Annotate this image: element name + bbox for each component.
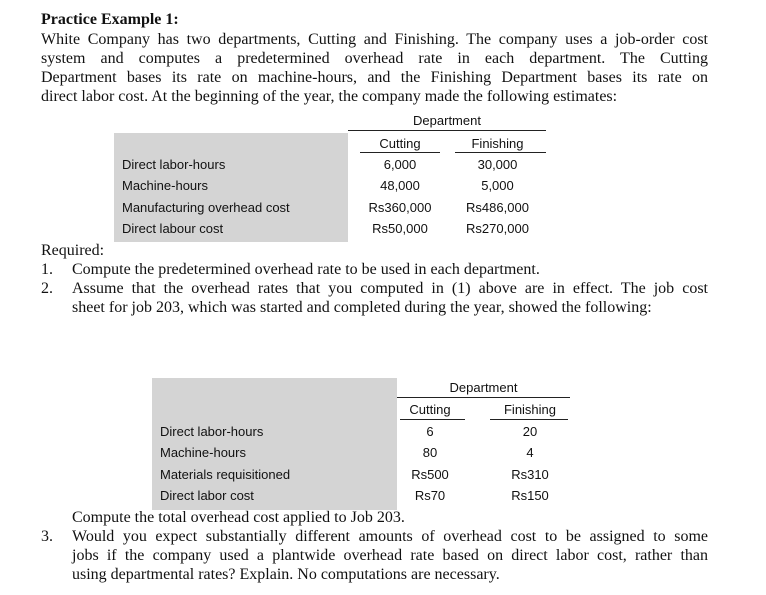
- table1-row-label: Manufacturing overhead cost: [122, 200, 290, 215]
- table2-col-rule: [400, 419, 465, 420]
- table1-col-rule: [360, 152, 440, 153]
- item2-text: [72, 279, 708, 317]
- item2-line: Assume that the overhead rates that you computed in (1) above are in effect. The job cost: [72, 280, 708, 297]
- table1-row-label: Direct labor-hours: [122, 157, 226, 172]
- table2-cell-cutting: 80: [422, 445, 438, 460]
- intro-paragraph: [41, 30, 708, 106]
- table1-cell-cutting: 6,000: [383, 157, 417, 172]
- table2-cell-finishing: Rs310: [511, 467, 549, 482]
- table2-col-finishing: Finishing: [503, 402, 557, 417]
- table1-cell-cutting: 48,000: [380, 178, 420, 193]
- item3-line: using departmental rates? Explain. No computations are necessary.: [72, 566, 500, 583]
- table1-col-finishing: Finishing: [471, 136, 524, 151]
- required-label: Required:: [41, 242, 105, 259]
- table1-cell-cutting: Rs50,000: [372, 221, 428, 236]
- intro-line: Department bases its rate on machine-hours, and the Finishing Department bases its rate on: [41, 69, 708, 86]
- item1-number: 1.: [41, 261, 53, 278]
- table2-row-label: Materials requisitioned: [160, 467, 291, 482]
- table2-header-rule: [397, 397, 570, 398]
- table1-row-label: Direct labour cost: [122, 221, 224, 236]
- table2-cell-finishing: 20: [522, 424, 538, 439]
- table1-cell-cutting: Rs360,000: [368, 200, 432, 215]
- table2-row-label: Machine-hours: [160, 445, 246, 460]
- table2-cell-finishing: Rs150: [511, 488, 549, 503]
- table1-col-rule: [455, 152, 546, 153]
- compute-instruction: Compute the total overhead cost applied to Job 203.: [72, 509, 405, 526]
- table1-group-header: Department: [413, 113, 481, 128]
- table2-group-header: Department: [449, 380, 518, 395]
- table2-cell-cutting: Rs500: [411, 467, 449, 482]
- item2-number: 2.: [41, 280, 53, 297]
- table2-cell-cutting: 6: [426, 424, 434, 439]
- table2-cell-finishing: 4: [526, 445, 534, 460]
- table2-row-label: Direct labor cost: [160, 488, 254, 503]
- table1-cell-finishing: 5,000: [481, 178, 514, 193]
- item3-text: [72, 527, 708, 584]
- table2-row-label: Direct labor-hours: [160, 424, 264, 439]
- item1-line: Compute the predetermined overhead rate to be used in each department.: [72, 261, 540, 278]
- intro-line: direct labor cost. At the beginning of the year, the company made the following estimates:: [41, 88, 618, 105]
- intro-line: White Company has two departments, Cutting and Finishing. The company uses a job-order cost: [41, 31, 708, 48]
- item3-line: Would you expect substantially different amounts of overhead cost to be assigned to some: [72, 528, 708, 545]
- page-title: Practice Example 1:: [41, 11, 179, 28]
- table1-cell-finishing: 30,000: [477, 157, 518, 172]
- item3-number: 3.: [41, 528, 53, 545]
- item1-text: [72, 260, 708, 279]
- table2-cell-cutting: Rs70: [414, 488, 446, 503]
- item2-line: sheet for job 203, which was started and completed during the year, showed the following:: [72, 299, 652, 316]
- table1-cell-finishing: Rs270,000: [466, 221, 529, 236]
- table1-header-rule: [348, 130, 546, 131]
- intro-line: system and computes a predetermined overhead rate in each department. The Cutting: [41, 50, 708, 67]
- table2-col-rule: [490, 419, 568, 420]
- table1-cell-finishing: Rs486,000: [466, 200, 529, 215]
- table1-col-cutting: Cutting: [379, 136, 421, 151]
- item3-line: jobs if the company used a plantwide overhead rate based on direct labor cost, rather than: [72, 547, 708, 564]
- table2-col-cutting: Cutting: [409, 402, 451, 417]
- table1-row-label: Machine-hours: [122, 178, 208, 193]
